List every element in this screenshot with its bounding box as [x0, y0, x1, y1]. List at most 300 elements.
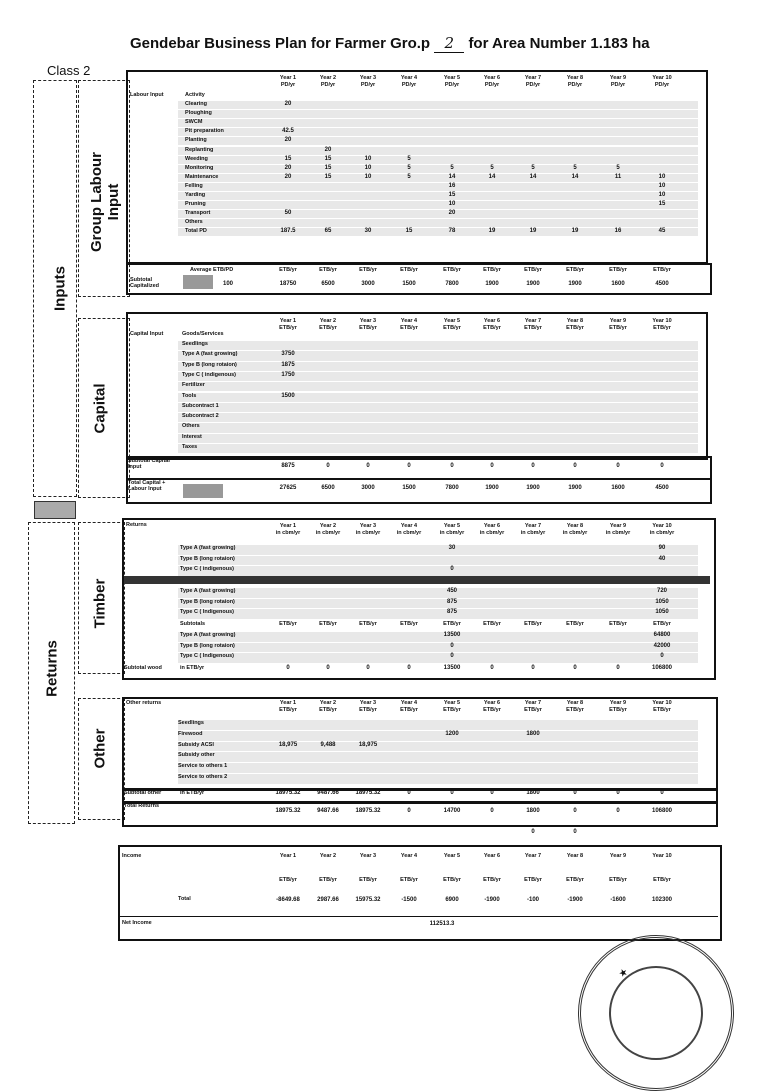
subtotal-wood-label: Subtotal wood: [124, 665, 162, 671]
labour-unit-1: PD/yr: [280, 82, 296, 88]
other-cell: 9,488: [320, 741, 336, 748]
labour-cell: 5: [450, 164, 454, 171]
timber-cbm-cell: 40: [658, 555, 666, 562]
capital-total-cell: 6500: [321, 485, 335, 491]
labour-cell: 14: [571, 173, 579, 180]
timber-year-3: Year 3: [359, 523, 377, 529]
other-unit-2: ETB/yr: [319, 707, 337, 713]
other-subtotal-unit: in ETB/yr: [180, 790, 205, 796]
labour-cell: 20: [284, 137, 292, 144]
income-year: Year 5: [443, 853, 461, 859]
labour-cell: 20: [448, 210, 456, 217]
labour-row-shade: [178, 156, 698, 164]
labour-year-10: Year 10: [652, 75, 672, 81]
labour-row-shade: [178, 101, 698, 109]
other-subtotal-cell: 0: [407, 790, 411, 796]
other-subtotal-cell: 18975.32: [275, 790, 301, 796]
total-returns-cell: 9487.66: [317, 808, 339, 814]
income-year: Year 4: [400, 853, 418, 859]
returns-label: Returns: [43, 640, 61, 697]
income-total-cell: 6900: [445, 897, 459, 903]
capital-row-shade: [178, 351, 698, 360]
total-returns-cell: 1800: [526, 808, 540, 814]
capital-row-shade: [178, 434, 698, 443]
labour-sub-unit: ETB/yr: [400, 267, 418, 273]
other-row-label: Service to others 1: [178, 763, 228, 770]
labour-row-shade: [178, 147, 698, 155]
timber-sub-cell: 0: [660, 653, 664, 659]
capital-row-label: Subcontract 2: [182, 413, 219, 420]
capital-year-5: Year 5: [443, 318, 461, 324]
labour-cell: 30: [364, 228, 372, 235]
other-row-label: Firewood: [178, 730, 203, 737]
income-unit: ETB/yr: [483, 877, 501, 883]
other-unit-10: ETB/yr: [653, 707, 671, 713]
labour-cell: 5: [573, 164, 577, 171]
timber-cbm-row-label: Type B (long rotaion): [180, 555, 235, 562]
income-year: Year 6: [483, 853, 501, 859]
timber-sub-unit: ETB/yr: [443, 621, 461, 627]
other-cell: 18,975: [278, 741, 298, 748]
labour-year-3: Year 3: [359, 75, 377, 81]
title-prefix: Gendebar Business Plan for Farmer Gro.p: [130, 35, 431, 52]
labour-sub-unit: ETB/yr: [319, 267, 337, 273]
other-unit-7: ETB/yr: [524, 707, 542, 713]
below-1: 0: [573, 829, 577, 835]
subtotal-wood-cell: 13500: [443, 665, 461, 671]
timber-unit-4: in cbm/yr: [396, 530, 422, 536]
timber-year-1: Year 1: [279, 523, 297, 529]
labour-subtotal-cell: 1900: [568, 281, 582, 287]
capital-total-cell: 7800: [445, 485, 459, 491]
other-cell: 1200: [445, 730, 459, 737]
labour-subtotal-cell: 3000: [361, 281, 375, 287]
capital-row-label: Type A (fast growing): [182, 351, 238, 358]
capital-subtotal-cell: 0: [616, 463, 620, 469]
timber-etb-cell: 720: [656, 588, 667, 594]
timber-etb-row-label: Type A (fast growing): [180, 588, 236, 594]
labour-unit-4: PD/yr: [401, 82, 417, 88]
capital-cell: 1500: [281, 392, 295, 399]
other-subtotal-cell: 1800: [526, 790, 540, 796]
capital-year-3: Year 3: [359, 318, 377, 324]
title-suffix: for Area Number 1.183 ha: [468, 35, 650, 52]
labour-sub-unit: ETB/yr: [609, 267, 627, 273]
timber-year-8: Year 8: [566, 523, 584, 529]
other-subtotal-cell: 0: [660, 790, 664, 796]
labour-row-label: Others: [185, 219, 203, 226]
other-row-label: Subsidy other: [178, 752, 215, 759]
labour-row-label: Maintenance: [185, 173, 219, 180]
timber-sub-row-label: Type C ( Indigenous): [180, 653, 234, 659]
labour-unit-9: PD/yr: [610, 82, 626, 88]
labour-cell: 14: [488, 173, 496, 180]
avg-value: 100: [222, 281, 233, 287]
capital-total-cell: 3000: [361, 485, 375, 491]
labour-cell: 15: [658, 201, 666, 208]
labour-subtotal-cell: 1500: [402, 281, 416, 287]
labour-cell: 14: [448, 173, 456, 180]
capital-unit-4: ETB/yr: [400, 325, 418, 331]
timber-etb-cell: 1050: [655, 609, 669, 615]
other-row-shade: [178, 774, 698, 784]
income-divider: [118, 916, 718, 917]
timber-etb-cell: 1050: [655, 598, 669, 605]
timber-year-4: Year 4: [400, 523, 418, 529]
timber-unit-2: in cbm/yr: [315, 530, 341, 536]
other-row-label: Subsidy ACSI: [178, 741, 214, 748]
labour-row-label: Yarding: [185, 192, 206, 198]
labour-cell: 16: [614, 228, 622, 235]
labour-sub-unit: ETB/yr: [524, 267, 542, 273]
subtotal-wood-cell: 0: [573, 665, 577, 671]
labour-year-7: Year 7: [524, 75, 542, 81]
capital-unit-1: ETB/yr: [279, 325, 297, 331]
labour-sub-unit: ETB/yr: [483, 267, 501, 273]
subtotal-wood-cell: 106800: [651, 665, 673, 671]
labour-row-label: Replanting: [185, 146, 214, 153]
subtotal-wood-cell: 0: [490, 665, 494, 671]
labour-sub-unit: ETB/yr: [653, 267, 671, 273]
labour-row-label: Pruning: [185, 201, 206, 208]
capital-row-shade: [178, 403, 698, 412]
total-returns-label: Total Returns: [124, 803, 160, 809]
labour-cell: 15: [405, 228, 413, 235]
other-unit-4: ETB/yr: [400, 707, 418, 713]
capital-row-label: Fertilizer: [182, 382, 205, 389]
income-total-cell: -1900: [567, 897, 583, 903]
labour-cell: 15: [324, 164, 332, 171]
labour-cell: 45: [658, 228, 666, 235]
timber-etb-row-label: Type C ( Indigenous): [180, 609, 234, 615]
income-year: Year 2: [319, 853, 337, 859]
labour-cell: 78: [448, 228, 456, 235]
labour-row-label: Weeding: [185, 155, 208, 162]
labour-row-shade: [178, 110, 698, 118]
total-returns-cell: 18975.32: [275, 808, 301, 814]
capital-total-cell: 1900: [568, 485, 582, 491]
income-year: Year 9: [609, 853, 627, 859]
income-total-cell: 102300: [651, 897, 673, 903]
total-returns-cell: 14700: [443, 808, 461, 814]
capital-year-7: Year 7: [524, 318, 542, 324]
labour-year-2: Year 2: [319, 75, 337, 81]
income-year: Year 1: [279, 853, 297, 859]
labour-unit-10: PD/yr: [654, 82, 670, 88]
net-income-value: 112513.3: [429, 921, 455, 927]
capital-total-cell: 1500: [402, 485, 416, 491]
labour-unit-7: PD/yr: [525, 82, 541, 88]
capital-subtotal-cell: 8875: [281, 463, 295, 469]
income-total-cell: -100: [526, 897, 539, 903]
other-row-shade: [178, 720, 698, 730]
labour-subtotal-cell: 1900: [526, 281, 540, 287]
capital-unit-5: ETB/yr: [443, 325, 461, 331]
capital-label: Capital: [91, 383, 109, 434]
other-year-4: Year 4: [400, 700, 418, 706]
timber-year-5: Year 5: [443, 523, 461, 529]
timber-sub-cell: 0: [450, 642, 454, 649]
labour-cell: 5: [407, 173, 411, 180]
labour-row-label: Transport: [185, 210, 211, 217]
capital-header-col: Goods/Services: [182, 331, 224, 337]
capital-subtotal-cell: 0: [366, 463, 370, 469]
capital-total-label: Total Capital + Labour Input: [128, 480, 166, 492]
labour-sub-unit: ETB/yr: [279, 267, 297, 273]
capital-row-shade: [178, 423, 698, 432]
other-row-shade: [178, 763, 698, 773]
capital-subtotal-cell: 0: [573, 463, 577, 469]
timber-year-7: Year 7: [524, 523, 542, 529]
labour-cell: 15: [284, 155, 292, 162]
capital-subtotal-cell: 0: [531, 463, 535, 469]
labour-cell: 10: [448, 201, 456, 208]
income-unit: ETB/yr: [524, 877, 542, 883]
labour-row-shade: [178, 137, 698, 145]
labour-cell: 19: [529, 228, 537, 235]
capital-total-cell: 1900: [485, 485, 499, 491]
timber-unit-9: in cbm/yr: [605, 530, 631, 536]
timber-year-2: Year 2: [319, 523, 337, 529]
timber-unit-6: in cbm/yr: [479, 530, 505, 536]
labour-row-label: Monitoring: [185, 164, 214, 171]
labour-header-col: Activity: [185, 92, 205, 98]
income-year: Year 8: [566, 853, 584, 859]
income-unit: ETB/yr: [319, 877, 337, 883]
timber-sub-unit: ETB/yr: [524, 621, 542, 627]
labour-cell: 20: [284, 173, 292, 180]
other-year-6: Year 6: [483, 700, 501, 706]
avg-label: Average ETB/PD: [190, 267, 234, 273]
labour-cell: 15: [448, 192, 456, 198]
timber-sub-unit: ETB/yr: [566, 621, 584, 627]
other-subtotal-label: Subtotal other: [124, 790, 162, 796]
other-year-2: Year 2: [319, 700, 337, 706]
labour-cell: 10: [364, 155, 372, 162]
other-unit-8: ETB/yr: [566, 707, 584, 713]
timber-label: Timber: [91, 578, 109, 629]
income-total-cell: -1600: [610, 897, 626, 903]
capital-row-shade: [178, 413, 698, 422]
capital-row-label: Interest: [182, 433, 202, 440]
capital-subtotal-cell: 0: [407, 463, 411, 469]
income-unit: ETB/yr: [566, 877, 584, 883]
capital-row-label: Type B (long rotaion): [182, 361, 237, 368]
total-returns-cell: 0: [407, 808, 411, 814]
labour-year-5: Year 5: [443, 75, 461, 81]
capital-total-cell: 27625: [279, 485, 297, 491]
labour-cell: 5: [407, 155, 411, 162]
other-subtotal-cell: 9487.66: [317, 790, 339, 796]
capital-cell: 1750: [281, 371, 295, 378]
subtotal-wood-cell: 0: [616, 665, 620, 671]
labour-cell: 65: [324, 228, 332, 235]
other-unit-6: ETB/yr: [483, 707, 501, 713]
labour-cell: 20: [324, 146, 332, 153]
capital-unit-9: ETB/yr: [609, 325, 627, 331]
labour-subtotal-cell: 6500: [321, 281, 335, 287]
timber-cbm-row-label: Type A (fast growing): [180, 545, 236, 551]
capital-unit-6: ETB/yr: [483, 325, 501, 331]
capital-row-shade: [178, 393, 698, 402]
labour-unit-6: PD/yr: [484, 82, 500, 88]
subtotal-wood-unit: in ETB/yr: [180, 665, 205, 671]
capital-total-cell: 4500: [655, 485, 669, 491]
income-unit: ETB/yr: [279, 877, 297, 883]
labour-cell: 11: [614, 173, 622, 180]
capital-subtotal-cell: 0: [326, 463, 330, 469]
labour-subtotal-label: Subtotal Capitalized: [130, 277, 160, 289]
labour-cell: 187.5: [280, 228, 296, 235]
timber-header-left: Returns: [126, 522, 147, 528]
other-unit-3: ETB/yr: [359, 707, 377, 713]
labour-row-shade: [178, 219, 698, 227]
timber-unit-10: in cbm/yr: [649, 530, 675, 536]
capital-row-label: Tools: [182, 392, 197, 399]
subtotal-wood-cell: 0: [531, 665, 535, 671]
timber-etb-cell: 875: [446, 609, 457, 615]
capital-year-9: Year 9: [609, 318, 627, 324]
other-label: Other: [91, 728, 109, 769]
labour-row-label: Ploughing: [185, 110, 212, 117]
labour-subtotal-cell: 4500: [655, 281, 669, 287]
income-year: Year 10: [652, 853, 672, 859]
capital-unit-2: ETB/yr: [319, 325, 337, 331]
below-0: 0: [531, 829, 535, 835]
timber-sub-unit: ETB/yr: [653, 621, 671, 627]
timber-sub-cell: 13500: [443, 632, 461, 638]
other-subtotal-cell: 0: [450, 790, 454, 796]
other-cell: 1800: [526, 730, 540, 737]
timber-unit-3: in cbm/yr: [355, 530, 381, 536]
other-subtotal-cell: 18975.32: [355, 790, 381, 796]
capital-total-cell: 1600: [611, 485, 625, 491]
labour-sub-unit: ETB/yr: [566, 267, 584, 273]
subtotal-wood-cell: 0: [326, 665, 330, 671]
labour-subtotal-cell: 7800: [445, 281, 459, 287]
other-cell: 18,975: [358, 741, 378, 748]
timber-etb-row-label: Type B (long rotaion): [180, 598, 235, 605]
other-year-7: Year 7: [524, 700, 542, 706]
income-label: Income: [122, 853, 142, 859]
labour-cell: 15: [324, 155, 332, 162]
capital-row-shade: [178, 341, 698, 350]
subtotal-wood-cell: 0: [366, 665, 370, 671]
labour-row-label: Pit preparation: [185, 128, 224, 135]
timber-sub-unit: ETB/yr: [400, 621, 418, 627]
labour-unit-5: PD/yr: [444, 82, 460, 88]
other-year-1: Year 1: [279, 700, 297, 706]
labour-sub-unit: ETB/yr: [443, 267, 461, 273]
labour-cell: 20: [284, 101, 292, 107]
labour-cell: 5: [407, 164, 411, 171]
timber-etb-cell: 450: [446, 588, 457, 594]
timber-cbm-row-shade: [178, 556, 698, 566]
group-number: 2: [434, 34, 464, 53]
labour-cell: 42.5: [282, 128, 294, 135]
other-unit-5: ETB/yr: [443, 707, 461, 713]
labour-cell: 5: [490, 164, 494, 171]
labour-cell: 10: [364, 173, 372, 180]
capital-unit-8: ETB/yr: [566, 325, 584, 331]
timber-year-10: Year 10: [652, 523, 672, 529]
total-returns-cell: 0: [573, 808, 577, 814]
capital-row-label: Seedlings: [182, 341, 208, 347]
income-total-label: Total: [178, 896, 191, 902]
income-unit: ETB/yr: [653, 877, 671, 883]
timber-year-6: Year 6: [483, 523, 501, 529]
other-year-8: Year 8: [566, 700, 584, 706]
other-header-left: Other returns: [126, 700, 162, 706]
inputs-label: Inputs: [51, 266, 69, 311]
labour-subtotal-cell: 1900: [485, 281, 499, 287]
capital-row-shade: [178, 444, 698, 453]
labour-row-label: Planting: [185, 137, 207, 144]
capital-subtotal-cell: 0: [490, 463, 494, 469]
capital-year-4: Year 4: [400, 318, 418, 324]
other-row-shade: [178, 752, 698, 762]
income-unit: ETB/yr: [609, 877, 627, 883]
labour-row-shade: [178, 128, 698, 136]
capital-subtotal-cell: 0: [450, 463, 454, 469]
labour-subtotal-cell: 1600: [611, 281, 625, 287]
timber-cbm-cell: 0: [450, 566, 454, 572]
labour-cell: 16: [448, 182, 456, 189]
timber-year-9: Year 9: [609, 523, 627, 529]
labour-row-shade: [178, 119, 698, 127]
capital-year-1: Year 1: [279, 318, 297, 324]
timber-sub-cell: 64800: [653, 632, 671, 638]
capital-row-label: Others: [182, 423, 200, 430]
other-unit-9: ETB/yr: [609, 707, 627, 713]
subtotal-wood-cell: 0: [286, 665, 290, 671]
capital-row-label: Type C ( indigenous): [182, 371, 236, 378]
income-total-cell: -1500: [401, 897, 417, 903]
net-income-label: Net Income: [122, 920, 152, 926]
labour-header-left: Labour Input: [130, 92, 164, 98]
labour-cell: 50: [284, 210, 292, 217]
labour-cell: 15: [324, 173, 332, 180]
labour-cell: 14: [529, 173, 537, 180]
timber-etb-cell: 875: [446, 598, 457, 605]
income-total-cell: 2987.66: [317, 897, 339, 903]
capital-row-label: Subcontract 1: [182, 402, 219, 409]
capital-subtotal-label: Subtotal Capital Input: [128, 458, 170, 470]
other-year-5: Year 5: [443, 700, 461, 706]
timber-sub-unit: ETB/yr: [483, 621, 501, 627]
capital-header-left: Capital Input: [130, 331, 164, 337]
other-year-10: Year 10: [652, 700, 672, 706]
timber-sub-row-label: Type B (long rotaion): [180, 642, 235, 649]
capital-row-shade: [178, 372, 698, 381]
timber-sub-unit: ETB/yr: [359, 621, 377, 627]
total-returns-cell: 18975.32: [355, 808, 381, 814]
other-row-label: Service to others 2: [178, 774, 228, 780]
timber-sub-unit: ETB/yr: [319, 621, 337, 627]
labour-unit-8: PD/yr: [567, 82, 583, 88]
timber-sub-unit: ETB/yr: [279, 621, 297, 627]
labour-cell: 20: [284, 164, 292, 171]
total-returns-cell: 0: [490, 808, 494, 814]
income-unit: ETB/yr: [400, 877, 418, 883]
timber-unit-7: in cbm/yr: [520, 530, 546, 536]
labour-year-1: Year 1: [279, 75, 297, 81]
capital-unit-7: ETB/yr: [524, 325, 542, 331]
income-year: Year 7: [524, 853, 542, 859]
timber-cbm-row-label: Type C ( indigenous): [180, 566, 234, 572]
group-labour-label: Group Labour Input: [88, 152, 122, 252]
labour-cell: 5: [616, 164, 620, 171]
